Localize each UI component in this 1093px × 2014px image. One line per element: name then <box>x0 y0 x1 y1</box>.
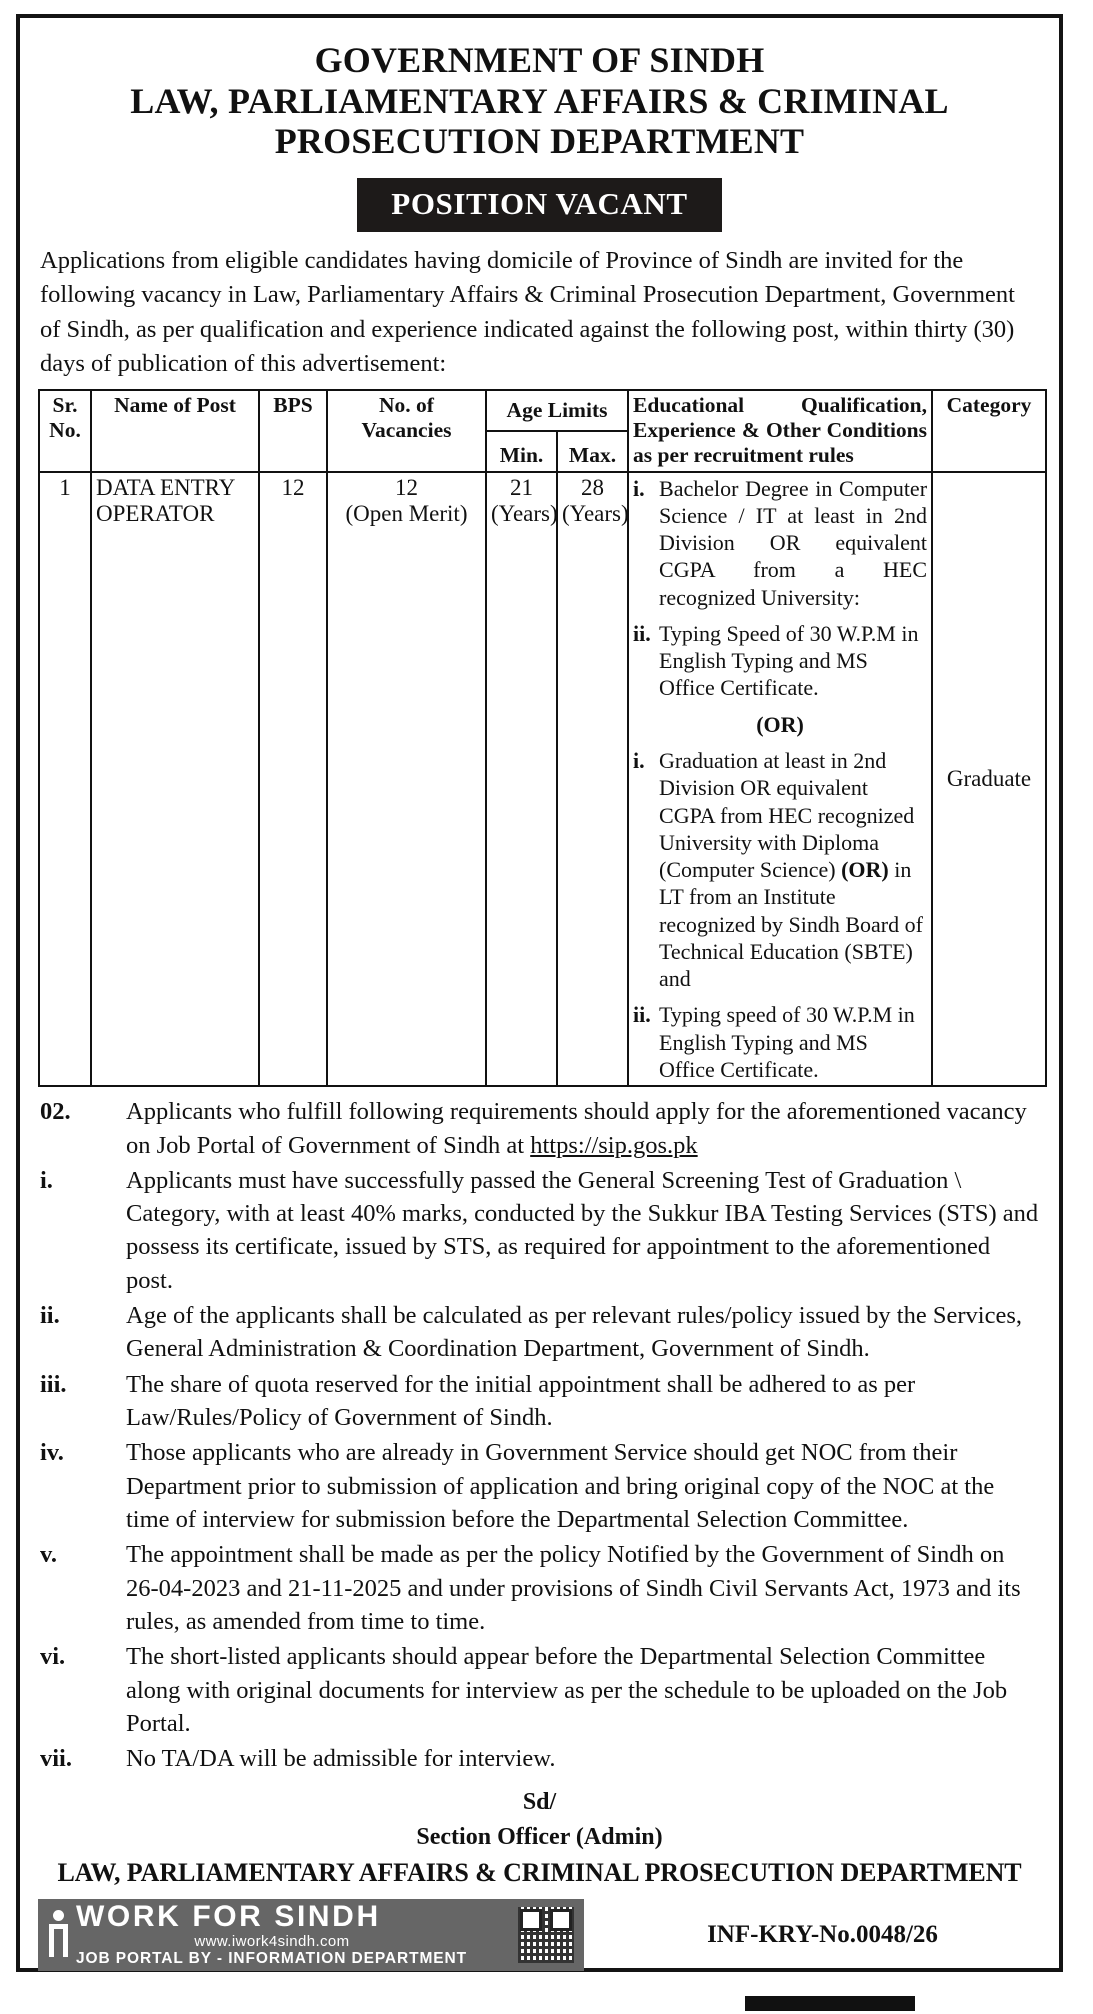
signature-officer: Section Officer (Admin) <box>416 1823 663 1850</box>
note-i-text: Applicants must have successfully passed the General Screening Test of Graduation \ Category, with at least 40% marks, conducted by the Sukkur IBA Testing Services (STS) and possess its certificate, issued by STS, as required for appointment to the aforementioned post. <box>126 1166 1039 1294</box>
vacancies-count: 12 <box>395 474 418 500</box>
age-max-unit: (Years) <box>562 500 629 526</box>
cell-name-of-post <box>91 472 259 1087</box>
age-min-value: 21 <box>510 474 533 500</box>
cell-age-max <box>557 472 628 1087</box>
th-age-max: Max. <box>557 431 628 472</box>
th-edu-line1: Educational Qualification, <box>633 393 928 418</box>
post-line-1: DATA ENTRY <box>96 474 236 500</box>
qualification-a-item-1 <box>633 475 927 611</box>
banner-subtitle: JOB PORTAL BY - INFORMATION DEPARTMENT <box>76 1950 467 1968</box>
th-educational-qualification <box>628 390 932 471</box>
signature-department: LAW, PARLIAMENTARY AFFAIRS & CRIMINAL PROSECUTION DEPARTMENT <box>57 1857 1022 1887</box>
post-line-2: OPERATOR <box>96 501 215 527</box>
note-v-mark: v. <box>40 1541 58 1569</box>
title-line-1: GOVERNMENT OF SINDH <box>314 40 765 80</box>
qual-a1-mark: i. <box>633 475 645 501</box>
job-portal-link[interactable]: https://sip.gos.pk <box>530 1131 698 1159</box>
note-iii <box>40 1368 1039 1435</box>
th-vac-line1: No. of <box>379 393 434 418</box>
note-vii <box>40 1742 1039 1775</box>
qual-a2-mark: ii. <box>633 620 651 646</box>
note-02 <box>40 1095 1039 1162</box>
banner-text-block <box>74 1902 518 1967</box>
th-vac-line2: Vacancies <box>361 418 452 443</box>
note-vi-mark: vi. <box>40 1643 66 1671</box>
cell-age-min <box>486 472 557 1087</box>
position-vacant-banner-wrap <box>38 178 1041 232</box>
note-ii-mark: ii. <box>40 1302 60 1330</box>
th-age-min: Min. <box>486 431 557 472</box>
intro-paragraph: Applications from eligible candidates having domicile of Province of Sindh are invited for the following vacancy in Law, Parliamentary Affairs & Criminal Prosecution Department, Government of Sindh, as per qualification and experience indicated against the following post, within thirty (30) days of publication of this advertisement: <box>40 247 1015 377</box>
note-v <box>40 1538 1039 1638</box>
signature-sd: Sd/ <box>522 1789 557 1816</box>
banner-title: WORK FOR SINDH <box>76 1900 381 1934</box>
qual-a2-text: Typing Speed of 30 W.P.M in English Typing and MS Office Certificate. <box>659 620 919 701</box>
qual-b2-text: Typing speed of 30 W.P.M in English Typing and MS Office Certificate. <box>659 1002 915 1082</box>
cell-vacancies <box>327 472 486 1087</box>
note-vii-mark: vii. <box>40 1745 72 1773</box>
qual-b1-text <box>659 747 927 992</box>
note-02-body <box>126 1095 1039 1162</box>
vacancies-note: (Open Merit) <box>345 500 468 526</box>
note-02-text: Applicants who fulfill following requirements should apply for the aforementioned vacancy on Job Portal of Government of Sindh at <box>126 1098 1027 1159</box>
i-logo-icon <box>46 1908 74 1962</box>
qual-a1-text: Bachelor Degree in Computer Science / IT at least in 2nd Division OR equivalent CGPA from a HEC recognized University: <box>659 475 928 610</box>
note-i-mark: i. <box>40 1166 53 1194</box>
qual-b1-text-pre: Graduation at least in 2nd Division OR equivalent CGPA from HEC recognized University with Diploma (Computer Science) <box>659 748 915 883</box>
qual-b1-or: (OR) <box>841 857 889 883</box>
cell-sr-no: 1 <box>39 472 91 1087</box>
th-bps: BPS <box>259 390 327 471</box>
page-title <box>38 40 1041 162</box>
qualification-a-item-2 <box>633 620 927 702</box>
qualification-b-item-1 <box>633 747 927 992</box>
table-row <box>39 472 1046 1087</box>
signature-block <box>38 1785 1041 1853</box>
th-sr-no <box>39 390 91 471</box>
footer <box>38 1898 1041 1972</box>
title-line-2: LAW, PARLIAMENTARY AFFAIRS & CRIMINAL <box>130 80 949 121</box>
qualification-b-item-2 <box>633 1001 927 1083</box>
notes-list <box>40 1095 1039 1775</box>
note-ii <box>40 1299 1039 1366</box>
th-no-of-vacancies <box>327 390 486 471</box>
title-line-3: PROSECUTION DEPARTMENT <box>274 121 805 162</box>
note-iii-mark: iii. <box>40 1370 67 1398</box>
note-vii-text: No TA/DA will be admissible for interview. <box>126 1745 556 1773</box>
table-header-row <box>39 390 1046 431</box>
note-i <box>40 1164 1039 1297</box>
advertisement-page <box>16 14 1063 1972</box>
iwork-sindh-banner[interactable] <box>38 1899 584 1971</box>
cell-bps: 12 <box>259 472 327 1087</box>
bottom-black-bar <box>745 1996 915 2011</box>
qr-code-icon[interactable] <box>518 1907 574 1963</box>
th-edu-line2: Experience & Other Conditions <box>633 418 928 443</box>
th-name-of-post: Name of Post <box>91 390 259 471</box>
note-iv-text: Those applicants who are already in Government Service should get NOC from their Department prior to submission of application and bring original copy of the NOC at the time of interview for submission before the Departmental Selection Committee. <box>126 1439 995 1533</box>
note-vi <box>40 1640 1039 1740</box>
th-sr-no-line1: Sr. <box>52 393 78 418</box>
banner-url: www.iwork4sindh.com <box>194 1933 350 1951</box>
cell-category: Graduate <box>932 472 1046 1087</box>
qual-b2-mark: ii. <box>633 1002 651 1028</box>
qual-b1-text-post: in LT from an Institute recognized by Sindh Board of Technical Education (SBTE) and <box>659 857 923 992</box>
th-edu-line3: as per recruitment rules <box>633 443 854 468</box>
inf-number: INF-KRY-No.0048/26 <box>707 1920 938 1948</box>
note-02-mark: 02. <box>40 1098 71 1126</box>
note-iv-mark: iv. <box>40 1439 64 1467</box>
th-sr-no-line2: No. <box>49 418 81 443</box>
note-ii-text: Age of the applicants shall be calculated as per relevant rules/policy issued by the Services, General Administration & Coordination Department, Government of Sindh. <box>126 1302 1022 1363</box>
note-vi-text: The short-listed applicants should appear before the Departmental Selection Committee along with original documents for interview as per the schedule to be uploaded on the Job Portal. <box>126 1643 1008 1737</box>
age-min-unit: (Years) <box>491 500 558 526</box>
th-age-limits: Age Limits <box>486 390 628 431</box>
qual-b1-mark: i. <box>633 748 645 774</box>
qualification-or-separator: (OR) <box>756 711 804 737</box>
vacancy-table <box>38 389 1047 1087</box>
th-category: Category <box>932 390 1046 471</box>
note-iii-text: The share of quota reserved for the initial appointment shall be adhered to as per Law/Rules/Policy of Government of Sindh. <box>126 1370 916 1432</box>
note-iv <box>40 1436 1039 1536</box>
position-vacant-banner: POSITION VACANT <box>357 178 721 232</box>
cell-educational-qualification <box>628 472 932 1087</box>
age-max-value: 28 <box>581 474 604 500</box>
note-v-text: The appointment shall be made as per the policy Notified by the Government of Sindh on 26-04-2023 and 21-11-2025 and under provisions of Sindh Civil Servants Act, 1973 and its rules, as amended from time to time. <box>126 1541 1021 1635</box>
